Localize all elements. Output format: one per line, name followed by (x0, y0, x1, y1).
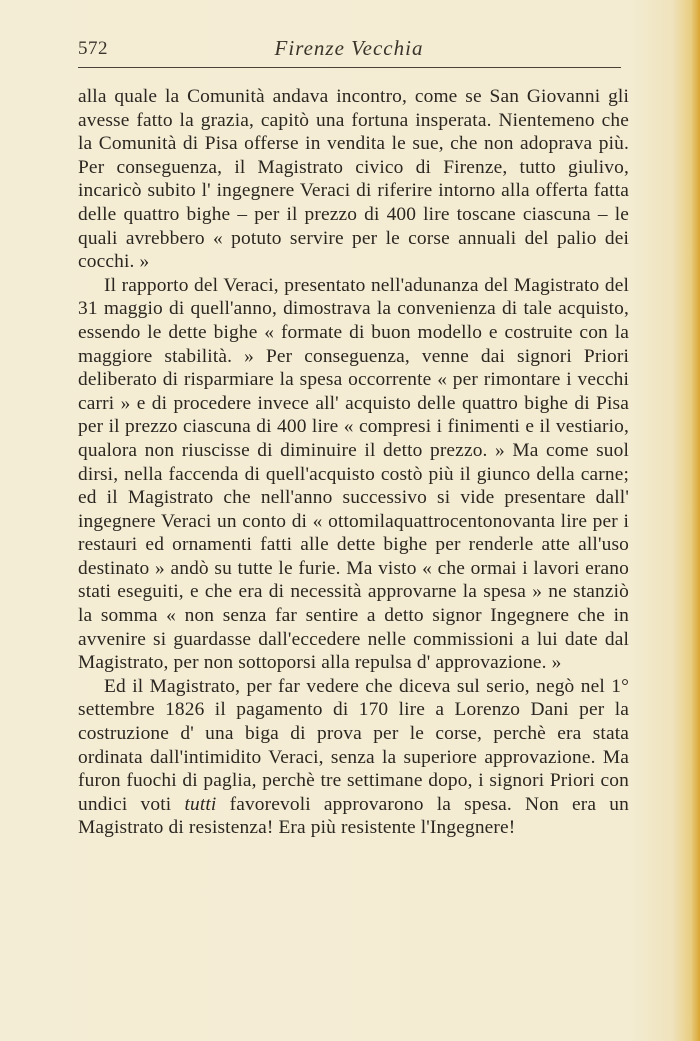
page-number: 572 (78, 38, 108, 59)
running-title: Firenze Vecchia (274, 36, 424, 60)
paragraph-3 (78, 675, 629, 840)
page-edge (692, 0, 700, 1041)
body-text (78, 85, 629, 840)
paragraph-1: alla quale la Comunità andava incontro, come se San Giovanni gli avesse fatto la grazia, capitò una fortuna insperata. Nientemeno che la Comunità di Pisa offerse in vendita le sue, che non adoprava più. Per conseguenza, il Magistrato civico di Firenze, tutto giulivo, incaricò subito l' ingegnere Veraci di riferire intorno alla offerta fatta delle quattro bighe – per il prezzo di 400 lire toscane ciascuna – le quali avrebbero « potuto servire per le corse annuali del palio dei cocchi. » (78, 86, 629, 273)
paragraph-3-text-before: Ed il Magistrato, per far vedere che diceva sul serio, negò nel 1° settembre 1826 il pagamento di 170 lire a Lorenzo Dani per la costruzione d' una biga di prova per le corse, perchè era stata ordinata dall'intimidito Veraci, senza la superiore approvazione. Ma furon fuochi di paglia, perchè tre settimane dopo, i signori Priori con undici voti (78, 675, 629, 815)
page-header (78, 36, 620, 62)
paragraph-3-text-after: favorevoli approvarono la spesa. Non era un Magistrato di resistenza! Era più resistente l'Ingegnere! (78, 793, 629, 839)
header-rule (78, 67, 621, 68)
paragraph-2: Il rapporto del Veraci, presentato nell'adunanza del Magistrato del 31 maggio di quell'anno, dimostrava la convenienza di tale acquisto, essendo le dette bighe « formate di buon modello e costruite con la maggiore stabilità. » Per conseguenza, venne dai signori Priori deliberato di risparmiare la spesa occorrente « per rimontare i vecchi carri » e di procedere invece all' acquisto delle quattro bighe di Pisa per il prezzo ciascuna di 400 lire « compresi i finimenti e il vestiario, qualora non riuscisse di diminuire il detto prezzo. » Ma come suol dirsi, nella faccenda di quell'acquisto costò più il giunco della carne; ed il Magistrato che nell'anno successivo si vide presentare dall' ingegnere Veraci un conto di « ottomilaquattrocentonovanta lire per i restauri ed ornamenti fatti alle dette bighe per renderle atte all'uso destinato » andò su tutte le furie. Ma visto « che ormai i lavori erano stati eseguiti, e che era di necessità approvarne la spesa » ne stanziò la somma « non senza far sentire a detto signor Ingegnere che in avvenire si guardasse dall'eccedere nelle commissioni a lui date dal Magistrato, per non sottoporsi alla repulsa d' approvazione. » (78, 274, 629, 674)
paragraph-3-italic: tutti (184, 793, 217, 815)
